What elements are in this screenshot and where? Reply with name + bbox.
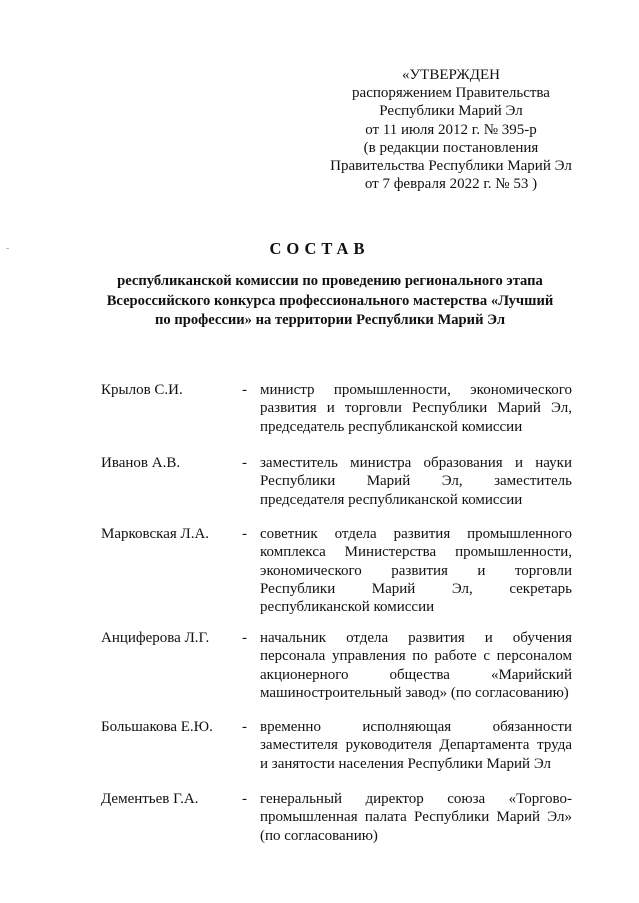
document-subtitle	[80, 272, 580, 331]
position-word: союза	[447, 791, 486, 807]
subtitle-line: Всероссийского конкурса профессионального мастерства «Лучший	[106, 292, 554, 309]
member-dash: -	[242, 382, 247, 398]
position-line: председателя республиканской комиссии	[260, 491, 523, 508]
member-position	[260, 525, 572, 616]
position-word: и	[484, 630, 493, 646]
position-line	[260, 790, 572, 808]
position-word: заместитель	[494, 473, 572, 490]
member-position	[260, 718, 572, 773]
position-word: начальник	[260, 630, 327, 646]
position-word: экономического	[470, 382, 572, 398]
position-line	[260, 666, 572, 684]
member-dash: -	[242, 455, 247, 471]
position-word: Эл,	[441, 473, 463, 490]
position-word: промышленности,	[455, 544, 572, 561]
position-word: Республики	[260, 473, 336, 490]
position-line	[260, 525, 572, 543]
position-word: временно	[260, 719, 321, 735]
subtitle-line: республиканской комиссии по проведению регионального этапа	[117, 273, 543, 289]
position-line	[260, 629, 572, 647]
approval-line: Республики Марий Эл	[379, 103, 523, 120]
position-word: генеральный	[260, 791, 343, 807]
approval-line: Правительства Республики Марий Эл	[330, 158, 572, 175]
position-line	[260, 543, 572, 561]
position-word: директор	[365, 791, 424, 807]
position-word: развития	[393, 526, 451, 542]
approval-line: распоряжением Правительства	[352, 85, 550, 102]
position-word: общества	[389, 666, 450, 683]
member-name: Крылов С.И.	[101, 382, 183, 398]
position-word: советник	[260, 526, 318, 542]
approval-stamp	[318, 66, 584, 193]
member-dash: -	[242, 791, 247, 807]
position-word: секретарь	[509, 580, 572, 597]
document-title: СОСТАВ	[269, 239, 370, 258]
position-word: «Марийский	[490, 666, 572, 683]
member-name: Марковская Л.А.	[101, 526, 210, 542]
approval-line: от 7 февраля 2022 г. № 53 )	[364, 176, 538, 193]
position-word: отдела	[334, 526, 377, 542]
member-name: Большакова Е.Ю.	[101, 719, 213, 735]
position-word: обязанности	[492, 719, 572, 735]
member-name: Дементьев Г.А.	[101, 791, 199, 807]
position-word: «Торгово-	[508, 791, 572, 807]
position-word: Марий	[371, 580, 416, 597]
position-line: развития и торговли Республики Марий Эл,	[260, 400, 572, 417]
position-word: развития	[408, 630, 465, 646]
approval-line: (в редакции постановления	[363, 139, 539, 156]
position-line: председатель республиканской комиссии	[260, 418, 523, 435]
position-word: промышленного	[467, 526, 572, 542]
position-word: и	[477, 562, 486, 579]
position-word: исполняющая	[362, 719, 452, 735]
position-word: Министерства	[344, 544, 437, 561]
member-position	[260, 790, 572, 845]
position-word: акционерного	[260, 666, 349, 683]
position-line	[260, 580, 572, 598]
position-line: заместителя руководителя Департамента труда	[260, 737, 572, 754]
position-line	[260, 381, 572, 399]
member-position	[260, 454, 572, 509]
member-dash: -	[242, 630, 247, 646]
member-position	[260, 629, 572, 702]
member-dash: -	[242, 719, 247, 735]
position-line: заместитель министра образования и науки	[260, 455, 572, 471]
position-word: Марий	[366, 473, 411, 490]
member-position	[260, 381, 572, 436]
approval-line: «УТВЕРЖДЕН	[402, 67, 500, 83]
position-word: Эл,	[451, 580, 473, 597]
position-line	[260, 562, 572, 580]
subtitle-line: по профессии» на территории Республики Марий Эл	[154, 312, 506, 328]
position-word: обучения	[512, 630, 572, 646]
position-line: республиканской комиссии	[260, 599, 435, 616]
position-line: (по согласованию)	[260, 827, 378, 844]
position-line: персонала управления по работе с персоналом	[260, 648, 572, 665]
position-word: развития	[391, 562, 448, 579]
position-line: машиностроительный завод» (по согласованию)	[260, 684, 569, 701]
position-line	[260, 718, 572, 736]
position-word: промышленности,	[333, 382, 451, 398]
member-name: Анциферова Л.Г.	[101, 630, 210, 646]
member-dash: -	[242, 526, 247, 542]
position-line	[260, 472, 572, 490]
position-word: Республики	[260, 580, 336, 597]
position-word: министр	[260, 382, 315, 398]
approval-line: от 11 июля 2012 г. № 395-р	[365, 121, 537, 138]
member-name: Иванов А.В.	[101, 455, 181, 471]
position-word: экономического	[260, 562, 362, 579]
position-word: комплекса	[260, 544, 326, 561]
position-word: торговли	[514, 562, 572, 579]
position-line: промышленная палата Республики Марий Эл»	[260, 809, 572, 826]
position-word: отдела	[346, 630, 389, 646]
position-line: и занятости населения Республики Марий Эл	[260, 755, 552, 772]
